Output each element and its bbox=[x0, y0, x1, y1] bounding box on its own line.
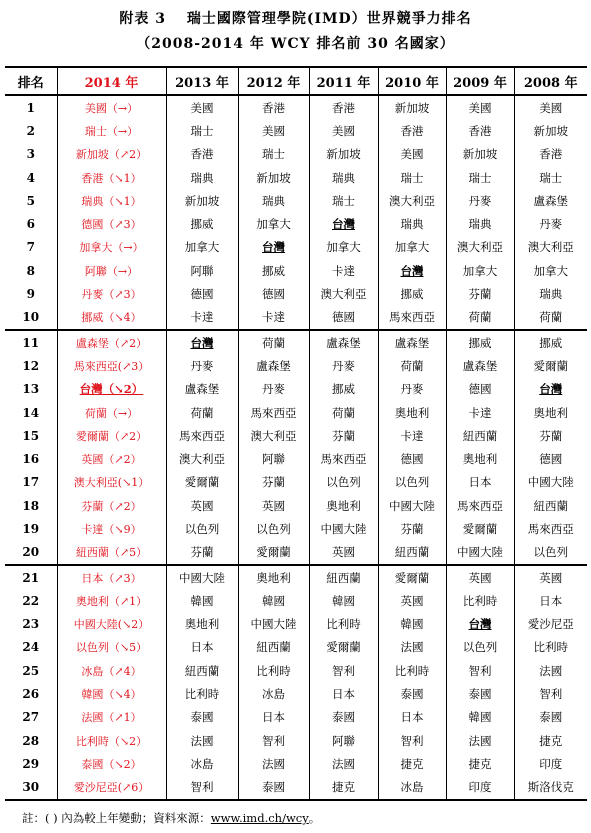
table-row bbox=[5, 471, 587, 494]
cell-2014: 法國（↗1） bbox=[57, 706, 166, 729]
cell-2012: 阿聯 bbox=[238, 447, 309, 470]
cell-2010: 德國 bbox=[378, 447, 446, 470]
cell-2011: 美國 bbox=[309, 119, 378, 142]
cell-2011: 日本 bbox=[309, 682, 378, 705]
cell-rank: 23 bbox=[22, 617, 40, 632]
cell-2011: 比利時 bbox=[309, 613, 378, 636]
cell-2009: 英國 bbox=[446, 565, 514, 589]
table-row bbox=[5, 517, 587, 540]
cell-rank: 3 bbox=[26, 147, 35, 162]
cell-2012: 英國 bbox=[238, 494, 309, 517]
cell-2014: 瑞士（→） bbox=[57, 119, 166, 142]
cell-2010: 馬來西亞 bbox=[378, 306, 446, 330]
cell-2014: 愛沙尼亞(↗6） bbox=[57, 776, 166, 800]
cell-2014: 台灣（↘2） bbox=[57, 378, 166, 401]
cell-2009: 奧地利 bbox=[446, 447, 514, 470]
cell-2011: 阿聯 bbox=[309, 729, 378, 752]
header-2011: 2011 年 bbox=[309, 67, 378, 95]
cell-2012: 瑞士 bbox=[238, 143, 309, 166]
cell-rank: 28 bbox=[22, 733, 40, 748]
cell-2012: 丹麥 bbox=[238, 378, 309, 401]
cell-2014: 中國大陸(↘2） bbox=[57, 613, 166, 636]
cell-2012: 馬來西亞 bbox=[238, 401, 309, 424]
cell-2011: 芬蘭 bbox=[309, 424, 378, 447]
cell-2008: 挪威 bbox=[514, 330, 587, 354]
cell-2010: 丹麥 bbox=[378, 378, 446, 401]
cell-2010: 荷蘭 bbox=[378, 354, 446, 377]
header-2009: 2009 年 bbox=[446, 67, 514, 95]
cell-rank: 9 bbox=[26, 287, 35, 302]
header-2014: 2014 年 bbox=[57, 67, 166, 95]
cell-2011: 瑞典 bbox=[309, 166, 378, 189]
cell-2013: 奧地利 bbox=[166, 613, 238, 636]
cell-2013: 泰國 bbox=[166, 706, 238, 729]
cell-2014: 奧地利（↗1） bbox=[57, 589, 166, 612]
cell-2009: 馬來西亞 bbox=[446, 494, 514, 517]
cell-2013: 馬來西亞 bbox=[166, 424, 238, 447]
table-row bbox=[5, 401, 587, 424]
table-row bbox=[5, 613, 587, 636]
cell-2008: 泰國 bbox=[514, 706, 587, 729]
cell-2014: 挪威（↘4） bbox=[57, 306, 166, 330]
cell-2012: 芬蘭 bbox=[238, 471, 309, 494]
table-row bbox=[5, 143, 587, 166]
page-title: 附表 3 瑞士國際管理學院(IMD）世界競爭力排名 bbox=[119, 11, 472, 27]
cell-2008: 荷蘭 bbox=[514, 306, 587, 330]
cell-rank: 4 bbox=[26, 170, 35, 185]
cell-2009: 挪威 bbox=[446, 330, 514, 354]
cell-2008: 瑞典 bbox=[514, 282, 587, 305]
cell-2008: 中國大陸 bbox=[514, 471, 587, 494]
cell-2010: 瑞典 bbox=[378, 212, 446, 235]
cell-2012: 德國 bbox=[238, 282, 309, 305]
header-2010: 2010 年 bbox=[378, 67, 446, 95]
cell-2011: 香港 bbox=[309, 95, 378, 119]
cell-2009: 美國 bbox=[446, 95, 514, 119]
table-row bbox=[5, 95, 587, 119]
cell-2014: 荷蘭（→） bbox=[57, 401, 166, 424]
cell-2008: 愛爾蘭 bbox=[514, 354, 587, 377]
cell-2013: 新加坡 bbox=[166, 189, 238, 212]
cell-2008: 香港 bbox=[514, 143, 587, 166]
cell-2010: 台灣 bbox=[378, 259, 446, 282]
cell-2009: 德國 bbox=[446, 378, 514, 401]
cell-2008: 台灣 bbox=[514, 378, 587, 401]
cell-2009: 台灣 bbox=[446, 613, 514, 636]
cell-2013: 丹麥 bbox=[166, 354, 238, 377]
cell-2014: 瑞典（↘1） bbox=[57, 189, 166, 212]
cell-2008: 比利時 bbox=[514, 636, 587, 659]
cell-2009: 以色列 bbox=[446, 636, 514, 659]
cell-2009: 新加坡 bbox=[446, 143, 514, 166]
cell-2013: 日本 bbox=[166, 636, 238, 659]
cell-2010: 冰島 bbox=[378, 776, 446, 800]
cell-2010: 紐西蘭 bbox=[378, 541, 446, 565]
cell-2013: 荷蘭 bbox=[166, 401, 238, 424]
cell-2011: 奧地利 bbox=[309, 494, 378, 517]
cell-2014: 日本（↗3） bbox=[57, 565, 166, 589]
cell-2010: 愛爾蘭 bbox=[378, 565, 446, 589]
table-row bbox=[5, 119, 587, 142]
cell-2011: 紐西蘭 bbox=[309, 565, 378, 589]
cell-2011: 以色列 bbox=[309, 471, 378, 494]
cell-2011: 瑞士 bbox=[309, 189, 378, 212]
cell-2013: 盧森堡 bbox=[166, 378, 238, 401]
header-2013: 2013 年 bbox=[166, 67, 238, 95]
cell-2014: 盧森堡（↗2） bbox=[57, 330, 166, 354]
cell-rank: 15 bbox=[22, 428, 40, 443]
cell-2010: 美國 bbox=[378, 143, 446, 166]
cell-2010: 澳大利亞 bbox=[378, 189, 446, 212]
cell-2012: 中國大陸 bbox=[238, 613, 309, 636]
cell-2012: 愛爾蘭 bbox=[238, 541, 309, 565]
cell-2009: 印度 bbox=[446, 776, 514, 800]
cell-2010: 泰國 bbox=[378, 682, 446, 705]
cell-rank: 22 bbox=[22, 593, 40, 608]
cell-2013: 韓國 bbox=[166, 589, 238, 612]
cell-2012: 以色列 bbox=[238, 517, 309, 540]
cell-2010: 比利時 bbox=[378, 659, 446, 682]
cell-2009: 瑞典 bbox=[446, 212, 514, 235]
cell-2009: 法國 bbox=[446, 729, 514, 752]
table-header-row bbox=[5, 67, 587, 95]
cell-2011: 新加坡 bbox=[309, 143, 378, 166]
cell-2013: 冰島 bbox=[166, 752, 238, 775]
cell-2011: 挪威 bbox=[309, 378, 378, 401]
cell-rank: 30 bbox=[22, 780, 40, 795]
cell-2009: 捷克 bbox=[446, 752, 514, 775]
cell-2008: 加拿大 bbox=[514, 259, 587, 282]
cell-2011: 法國 bbox=[309, 752, 378, 775]
cell-2013: 香港 bbox=[166, 143, 238, 166]
cell-2013: 智利 bbox=[166, 776, 238, 800]
cell-2010: 挪威 bbox=[378, 282, 446, 305]
page-subtitle: （2008-2014 年 WCY 排名前 30 名國家） bbox=[136, 36, 455, 52]
cell-2011: 泰國 bbox=[309, 706, 378, 729]
cell-2009: 盧森堡 bbox=[446, 354, 514, 377]
cell-rank: 14 bbox=[22, 405, 40, 420]
cell-2008: 美國 bbox=[514, 95, 587, 119]
cell-2008: 法國 bbox=[514, 659, 587, 682]
cell-2008: 奧地利 bbox=[514, 401, 587, 424]
cell-2008: 愛沙尼亞 bbox=[514, 613, 587, 636]
cell-2008: 捷克 bbox=[514, 729, 587, 752]
cell-2010: 以色列 bbox=[378, 471, 446, 494]
cell-2009: 紐西蘭 bbox=[446, 424, 514, 447]
table-row bbox=[5, 659, 587, 682]
table-row bbox=[5, 259, 587, 282]
table-row bbox=[5, 565, 587, 589]
cell-2009: 加拿大 bbox=[446, 259, 514, 282]
cell-2010: 香港 bbox=[378, 119, 446, 142]
cell-2012: 加拿大 bbox=[238, 212, 309, 235]
cell-rank: 7 bbox=[26, 240, 35, 255]
cell-2009: 荷蘭 bbox=[446, 306, 514, 330]
cell-2010: 智利 bbox=[378, 729, 446, 752]
cell-2012: 韓國 bbox=[238, 589, 309, 612]
cell-2012: 盧森堡 bbox=[238, 354, 309, 377]
table-row bbox=[5, 354, 587, 377]
cell-2014: 美國（→） bbox=[57, 95, 166, 119]
cell-2011: 英國 bbox=[309, 541, 378, 565]
cell-2014: 英國（↗2） bbox=[57, 447, 166, 470]
cell-2010: 中國大陸 bbox=[378, 494, 446, 517]
cell-2011: 荷蘭 bbox=[309, 401, 378, 424]
cell-2014: 新加坡（↗2） bbox=[57, 143, 166, 166]
table-row bbox=[5, 166, 587, 189]
cell-rank: 17 bbox=[22, 475, 40, 490]
cell-rank: 1 bbox=[26, 100, 35, 115]
cell-2013: 中國大陸 bbox=[166, 565, 238, 589]
cell-2009: 中國大陸 bbox=[446, 541, 514, 565]
cell-2012: 澳大利亞 bbox=[238, 424, 309, 447]
cell-2008: 瑞士 bbox=[514, 166, 587, 189]
cell-2013: 瑞士 bbox=[166, 119, 238, 142]
cell-2009: 丹麥 bbox=[446, 189, 514, 212]
cell-2013: 德國 bbox=[166, 282, 238, 305]
cell-rank: 20 bbox=[22, 545, 40, 560]
cell-rank: 27 bbox=[22, 710, 40, 725]
cell-2013: 芬蘭 bbox=[166, 541, 238, 565]
cell-2014: 以色列（↘5） bbox=[57, 636, 166, 659]
cell-2010: 日本 bbox=[378, 706, 446, 729]
cell-2010: 芬蘭 bbox=[378, 517, 446, 540]
cell-rank: 8 bbox=[26, 263, 35, 278]
cell-2012: 挪威 bbox=[238, 259, 309, 282]
cell-2008: 斯洛伐克 bbox=[514, 776, 587, 800]
cell-rank: 24 bbox=[22, 640, 40, 655]
table-row bbox=[5, 706, 587, 729]
cell-2013: 挪威 bbox=[166, 212, 238, 235]
cell-2014: 卡達（↘9） bbox=[57, 517, 166, 540]
table-row bbox=[5, 330, 587, 354]
cell-rank: 26 bbox=[22, 687, 40, 702]
cell-2008: 以色列 bbox=[514, 541, 587, 565]
cell-2014: 丹麥（↗3） bbox=[57, 282, 166, 305]
cell-2011: 盧森堡 bbox=[309, 330, 378, 354]
cell-2009: 智利 bbox=[446, 659, 514, 682]
cell-2010: 英國 bbox=[378, 589, 446, 612]
cell-2010: 韓國 bbox=[378, 613, 446, 636]
cell-2012: 泰國 bbox=[238, 776, 309, 800]
cell-2014: 香港（↘1） bbox=[57, 166, 166, 189]
cell-2013: 台灣 bbox=[166, 330, 238, 354]
table-row bbox=[5, 776, 587, 800]
cell-2009: 日本 bbox=[446, 471, 514, 494]
table-row bbox=[5, 589, 587, 612]
cell-2012: 新加坡 bbox=[238, 166, 309, 189]
cell-2012: 香港 bbox=[238, 95, 309, 119]
cell-2013: 英國 bbox=[166, 494, 238, 517]
source-link[interactable]: www.imd.ch/wcy bbox=[210, 811, 309, 825]
table-row bbox=[5, 447, 587, 470]
cell-rank: 13 bbox=[22, 382, 40, 397]
table-row bbox=[5, 541, 587, 565]
cell-2014: 馬來西亞(↗3） bbox=[57, 354, 166, 377]
footnote-text: 註：( ) 內為較上年變動；資料來源： bbox=[22, 811, 211, 825]
table-row bbox=[5, 282, 587, 305]
cell-2009: 瑞士 bbox=[446, 166, 514, 189]
cell-2012: 美國 bbox=[238, 119, 309, 142]
table-body bbox=[5, 95, 587, 800]
cell-2011: 韓國 bbox=[309, 589, 378, 612]
cell-2009: 比利時 bbox=[446, 589, 514, 612]
cell-2008: 馬來西亞 bbox=[514, 517, 587, 540]
header-2012: 2012 年 bbox=[238, 67, 309, 95]
cell-2010: 新加坡 bbox=[378, 95, 446, 119]
cell-2013: 阿聯 bbox=[166, 259, 238, 282]
cell-2012: 紐西蘭 bbox=[238, 636, 309, 659]
cell-2010: 奧地利 bbox=[378, 401, 446, 424]
cell-2011: 中國大陸 bbox=[309, 517, 378, 540]
table-row bbox=[5, 424, 587, 447]
cell-2008: 芬蘭 bbox=[514, 424, 587, 447]
cell-2014: 加拿大（→） bbox=[57, 236, 166, 259]
table-row bbox=[5, 236, 587, 259]
cell-2008: 智利 bbox=[514, 682, 587, 705]
cell-2010: 卡達 bbox=[378, 424, 446, 447]
cell-2009: 愛爾蘭 bbox=[446, 517, 514, 540]
cell-2014: 愛爾蘭（↗2） bbox=[57, 424, 166, 447]
cell-2008: 英國 bbox=[514, 565, 587, 589]
cell-rank: 21 bbox=[5, 565, 57, 589]
cell-rank: 11 bbox=[5, 330, 57, 354]
cell-2012: 智利 bbox=[238, 729, 309, 752]
table-row bbox=[5, 682, 587, 705]
cell-2011: 澳大利亞 bbox=[309, 282, 378, 305]
cell-2014: 紐西蘭（↗5） bbox=[57, 541, 166, 565]
ranking-table bbox=[5, 66, 587, 801]
cell-2013: 以色列 bbox=[166, 517, 238, 540]
cell-rank: 18 bbox=[22, 498, 40, 513]
cell-rank: 29 bbox=[22, 756, 40, 771]
cell-rank: 10 bbox=[22, 310, 40, 325]
table-row bbox=[5, 494, 587, 517]
cell-2011: 愛爾蘭 bbox=[309, 636, 378, 659]
cell-2013: 瑞典 bbox=[166, 166, 238, 189]
cell-2014: 泰國（↘2） bbox=[57, 752, 166, 775]
cell-2010: 盧森堡 bbox=[378, 330, 446, 354]
header-2008: 2008 年 bbox=[514, 67, 587, 95]
cell-2009: 卡達 bbox=[446, 401, 514, 424]
cell-2013: 卡達 bbox=[166, 306, 238, 330]
cell-2008: 丹麥 bbox=[514, 212, 587, 235]
cell-2014: 比利時（↘2） bbox=[57, 729, 166, 752]
cell-2011: 卡達 bbox=[309, 259, 378, 282]
footnote bbox=[22, 810, 320, 826]
cell-2008: 日本 bbox=[514, 589, 587, 612]
cell-2009: 芬蘭 bbox=[446, 282, 514, 305]
cell-2008: 盧森堡 bbox=[514, 189, 587, 212]
cell-2012: 冰島 bbox=[238, 682, 309, 705]
cell-2012: 台灣 bbox=[238, 236, 309, 259]
cell-2009: 澳大利亞 bbox=[446, 236, 514, 259]
cell-2013: 加拿大 bbox=[166, 236, 238, 259]
table-row bbox=[5, 636, 587, 659]
cell-rank: 2 bbox=[26, 123, 35, 138]
table-row bbox=[5, 212, 587, 235]
cell-2012: 奧地利 bbox=[238, 565, 309, 589]
cell-rank: 19 bbox=[22, 521, 40, 536]
cell-2011: 德國 bbox=[309, 306, 378, 330]
cell-2014: 澳大利亞(↘1） bbox=[57, 471, 166, 494]
cell-2014: 芬蘭（↗2） bbox=[57, 494, 166, 517]
cell-2010: 捷克 bbox=[378, 752, 446, 775]
cell-rank: 5 bbox=[26, 193, 35, 208]
table-row bbox=[5, 729, 587, 752]
cell-2008: 新加坡 bbox=[514, 119, 587, 142]
cell-2011: 台灣 bbox=[309, 212, 378, 235]
cell-2012: 法國 bbox=[238, 752, 309, 775]
cell-2008: 澳大利亞 bbox=[514, 236, 587, 259]
table-row bbox=[5, 306, 587, 330]
table-row bbox=[5, 378, 587, 401]
cell-2013: 法國 bbox=[166, 729, 238, 752]
cell-2008: 紐西蘭 bbox=[514, 494, 587, 517]
cell-2009: 韓國 bbox=[446, 706, 514, 729]
cell-2010: 瑞士 bbox=[378, 166, 446, 189]
cell-2012: 瑞典 bbox=[238, 189, 309, 212]
cell-2013: 比利時 bbox=[166, 682, 238, 705]
cell-2009: 香港 bbox=[446, 119, 514, 142]
cell-2012: 日本 bbox=[238, 706, 309, 729]
cell-2014: 冰島（↗4） bbox=[57, 659, 166, 682]
cell-2013: 美國 bbox=[166, 95, 238, 119]
cell-2011: 馬來西亞 bbox=[309, 447, 378, 470]
cell-2011: 捷克 bbox=[309, 776, 378, 800]
cell-2008: 印度 bbox=[514, 752, 587, 775]
cell-2011: 加拿大 bbox=[309, 236, 378, 259]
cell-rank: 6 bbox=[26, 217, 35, 232]
cell-2012: 卡達 bbox=[238, 306, 309, 330]
table-row bbox=[5, 752, 587, 775]
cell-2009: 泰國 bbox=[446, 682, 514, 705]
cell-2014: 阿聯（→） bbox=[57, 259, 166, 282]
cell-2008: 德國 bbox=[514, 447, 587, 470]
cell-2011: 丹麥 bbox=[309, 354, 378, 377]
cell-2012: 荷蘭 bbox=[238, 330, 309, 354]
cell-2014: 德國（↗3） bbox=[57, 212, 166, 235]
cell-2010: 加拿大 bbox=[378, 236, 446, 259]
cell-2013: 紐西蘭 bbox=[166, 659, 238, 682]
table-row bbox=[5, 189, 587, 212]
cell-2011: 智利 bbox=[309, 659, 378, 682]
cell-rank: 25 bbox=[22, 663, 40, 678]
cell-rank: 12 bbox=[22, 358, 40, 373]
cell-rank: 16 bbox=[22, 452, 40, 467]
cell-2010: 法國 bbox=[378, 636, 446, 659]
header-rank: 排名 bbox=[5, 67, 57, 95]
cell-2012: 比利時 bbox=[238, 659, 309, 682]
footnote-suffix: 。 bbox=[308, 811, 321, 825]
cell-2013: 澳大利亞 bbox=[166, 447, 238, 470]
cell-2014: 韓國（↘4） bbox=[57, 682, 166, 705]
cell-2013: 愛爾蘭 bbox=[166, 471, 238, 494]
